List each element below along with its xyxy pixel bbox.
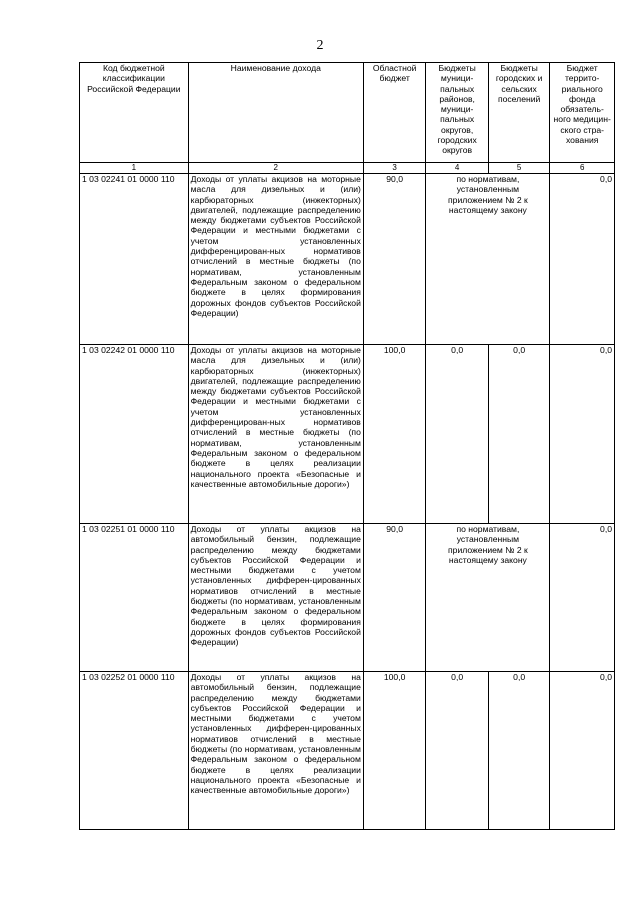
row-name: Доходы от уплаты акцизов на автомобильный бензин, подлежащие распределению между бюджетами субъектов Российской Федерации и местными бюджетами с учетом установленных дифферен-цированных нормативов отчислений в местные бюджеты (по нормативам, установленным Федеральным законом о федеральном бюджете в целях реализации национального проекта «Безопасные и качественные автомобильные дороги») <box>188 672 363 830</box>
row-fund-value: 0,0 <box>550 174 615 345</box>
row-regional-value: 100,0 <box>363 672 426 830</box>
row-regional-value: 90,0 <box>363 524 426 672</box>
row-merged-note: по нормативам, установленным приложением № 2 к настоящему закону <box>426 524 550 672</box>
row-city-rural-value: 0,0 <box>488 672 549 830</box>
column-number: 2 <box>188 163 363 174</box>
row-city-rural-value: 0,0 <box>488 345 549 524</box>
row-code: 1 03 02251 01 0000 110 <box>80 524 189 672</box>
row-fund-value: 0,0 <box>550 672 615 830</box>
row-regional-value: 90,0 <box>363 174 426 345</box>
page-number: 2 <box>316 38 324 53</box>
row-name: Доходы от уплаты акцизов на автомобильный бензин, подлежащие распределению между бюджетами субъектов Российской Федерации и местными бюджетами с учетом установленных дифферен-цированных нормативов отчислений в местные бюджеты (по нормативам, установленным Федеральным законом о федеральном бюджете в целях формирования дорожных фондов субъектов Российской Федерации) <box>188 524 363 672</box>
row-code: 1 03 02252 01 0000 110 <box>80 672 189 830</box>
row-fund-value: 0,0 <box>550 345 615 524</box>
column-number: 3 <box>363 163 426 174</box>
header-row <box>80 63 615 163</box>
table-row <box>80 672 615 830</box>
row-municipal-value: 0,0 <box>426 672 489 830</box>
row-regional-value: 100,0 <box>363 345 426 524</box>
column-number: 6 <box>550 163 615 174</box>
header-medical-fund-budget: Бюджет террито-риального фонда обязатель-ного медицин-ского стра-хования <box>550 63 615 163</box>
row-fund-value: 0,0 <box>550 524 615 672</box>
row-code: 1 03 02242 01 0000 110 <box>80 345 189 524</box>
table-row <box>80 524 615 672</box>
column-number: 1 <box>80 163 189 174</box>
column-number-row <box>80 163 615 174</box>
income-table <box>79 62 615 830</box>
header-municipal-budgets: Бюджеты муници-пальных районов, муници-пальных округов, городских округов <box>426 63 489 163</box>
header-city-rural-budgets: Бюджеты городских и сельских поселений <box>488 63 549 163</box>
header-name: Наименование дохода <box>188 63 363 163</box>
row-name: Доходы от уплаты акцизов на моторные масла для дизельных и (или) карбюраторных (инжекторных) двигателей, подлежащие распределению между бюджетами субъектов Российской Федерации и местными бюджетами с учетом установленных дифференцирован-ных нормативов отчислений в местные бюджеты (по нормативам, установленным Федеральным законом о федеральном бюджете в целях реализации национального проекта «Безопасные и качественные автомобильные дороги») <box>188 345 363 524</box>
table-row <box>80 345 615 524</box>
row-merged-note: по нормативам, установленным приложением № 2 к настоящему закону <box>426 174 550 345</box>
column-number: 5 <box>488 163 549 174</box>
row-name: Доходы от уплаты акцизов на моторные масла для дизельных и (или) карбюраторных (инжекторных) двигателей, подлежащие распределению между бюджетами субъектов Российской Федерации и местными бюджетами с учетом установленных дифференцирован-ных нормативов отчислений в местные бюджеты (по нормативам, установленным Федеральным законом о федеральном бюджете в целях формирования дорожных фондов субъектов Российской Федерации) <box>188 174 363 345</box>
row-municipal-value: 0,0 <box>426 345 489 524</box>
header-code: Код бюджетной классификации Российской Федерации <box>80 63 189 163</box>
row-code: 1 03 02241 01 0000 110 <box>80 174 189 345</box>
column-number: 4 <box>426 163 489 174</box>
table-row <box>80 174 615 345</box>
header-regional-budget: Областной бюджет <box>363 63 426 163</box>
